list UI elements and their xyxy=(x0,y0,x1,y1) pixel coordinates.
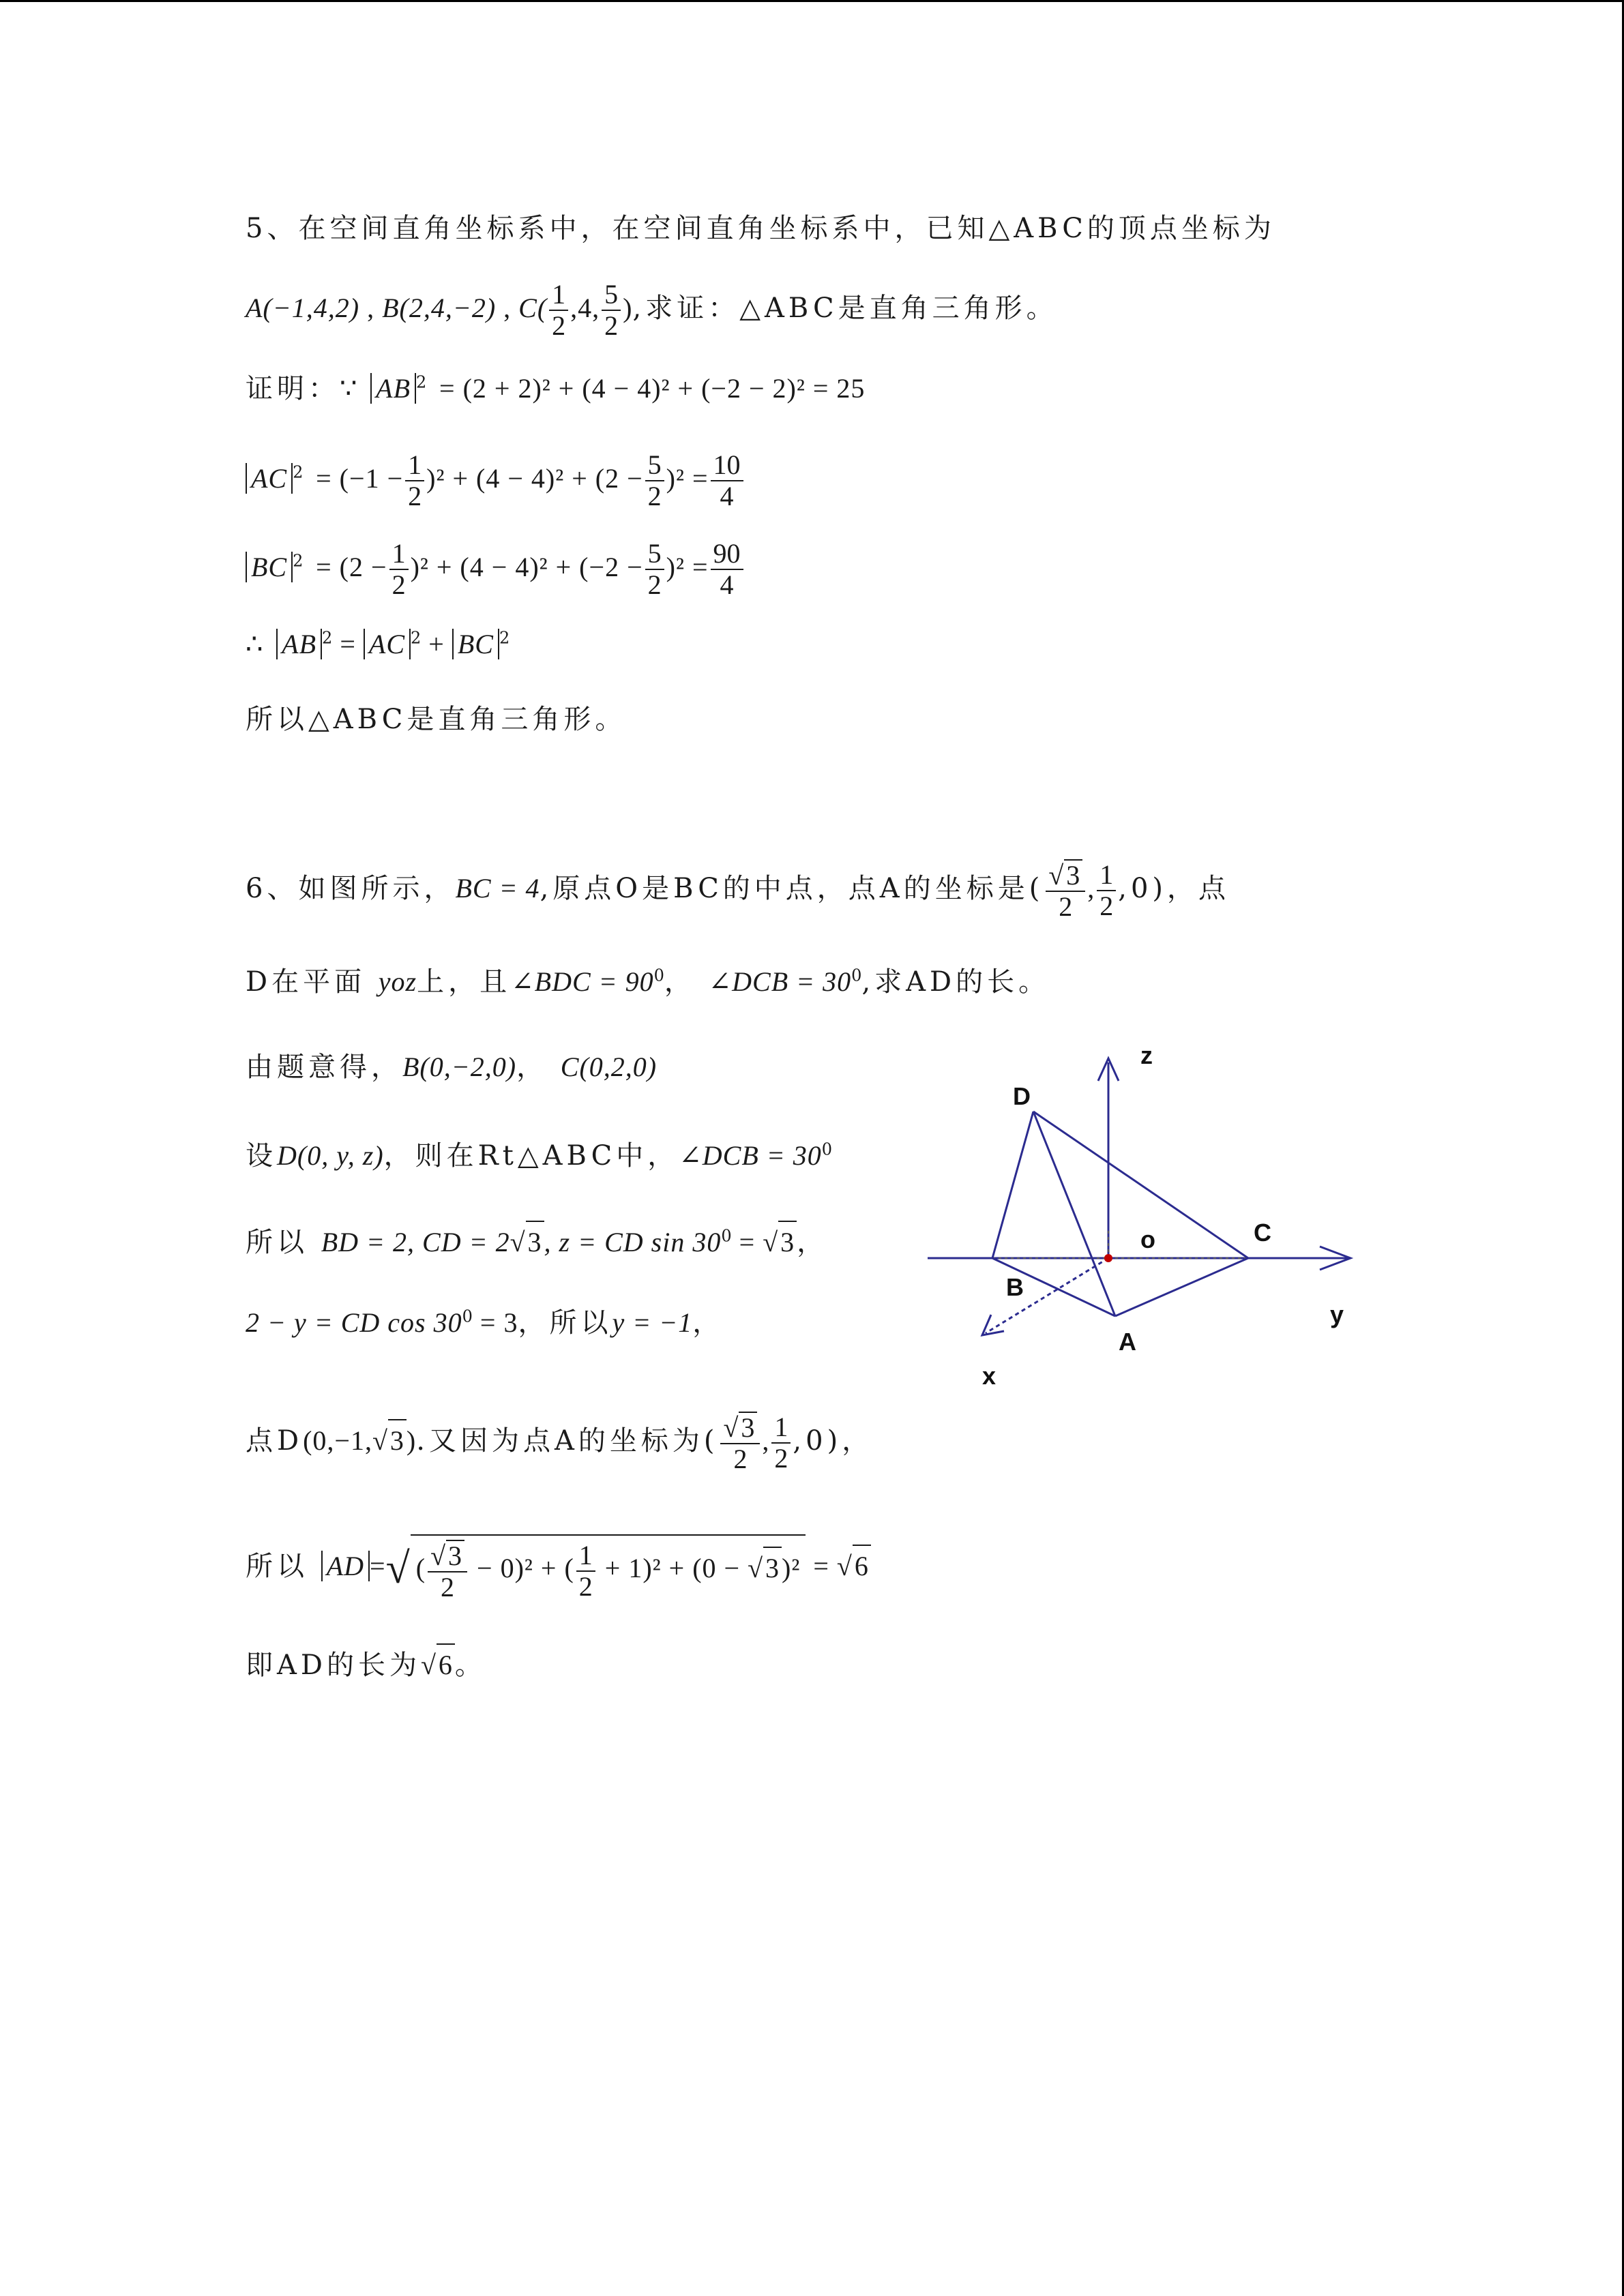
p5-five-half-frac: $\frac{5}{2}$ xyxy=(602,280,621,341)
p5-proof-ac: AC $^2$ = (−1 − $\frac{1}{2}$ )² + (4 − 4)² + (2 − $\frac{5}{2}$ )² = $\frac{10}{4}$ xyxy=(246,450,745,511)
p5-statement-line1: 5、在空间直角坐标系中，在空间直角坐标系中，已知△ABC的顶点坐标为 xyxy=(246,213,1275,244)
page-border-top xyxy=(0,0,1624,2)
edge-CA xyxy=(1115,1258,1248,1316)
p6-solution-line3: 所以 BD = 2, CD = 2√3, z = CD $\sin 30^0 = √3$， xyxy=(246,1221,828,1263)
label-D: D xyxy=(1013,1082,1031,1110)
p6-solution-line5: 点D(0,−1,√3).又因为点A的坐标为( $\frac{√3}{2}$ , $\frac{1}{2}$ ,0)， xyxy=(246,1412,874,1474)
p6-solution-line2: 设D(0, y, z)，则在Rt△ABC中，∠DCB = $30^0$ xyxy=(246,1139,833,1172)
p6-answer: 即AD的长为√6。 xyxy=(246,1643,486,1686)
label-B: B xyxy=(1006,1273,1024,1301)
origin-point xyxy=(1104,1254,1112,1262)
edge-DB xyxy=(992,1112,1033,1258)
label-A: A xyxy=(1119,1328,1136,1356)
p6-statement-line1: 6、如图所示，BC = 4,原点O是BC的中点，点A的坐标是( $\frac{√3}{2}$ , $\frac{1}{2}$ ,0)，点 xyxy=(246,859,1230,922)
label-C: C xyxy=(1254,1219,1271,1247)
x-axis xyxy=(986,1258,1108,1333)
p5-therefore: ∴ AB $^2$ = AC $^2$ + BC $^2$ xyxy=(246,628,510,659)
p6-statement-line2: D在平面 yoz上，且∠BDC = $90^0$， ∠DCB = $30^0$,求AD的长。 xyxy=(246,966,1050,998)
p6-solution-line1: 由题意得，B(0,−2,0)， C(0,2,0) xyxy=(246,1052,658,1083)
label-y: y xyxy=(1330,1300,1344,1328)
geometry-diagram xyxy=(921,1043,1371,1398)
p5-proof-bc: BC $^2$ = (2 − $\frac{1}{2}$ )² + (4 − 4)² + (−2 − $\frac{5}{2}$ )² = $\frac{90}{4}$ xyxy=(246,539,745,600)
p6-solution-line4: 2 − y = CD $\cos 30^0 = 3$，所以y = −1， xyxy=(246,1307,724,1339)
p5-proof-ab: 证明：∵ AB $^2$ = (2 + 2)² + (4 − 4)² + (−2 − 2)² = 25 xyxy=(246,372,866,404)
p5-half-frac: $\frac{1}{2}$ xyxy=(549,280,568,341)
label-z: z xyxy=(1140,1043,1153,1069)
label-x: x xyxy=(982,1362,996,1390)
edge-DA xyxy=(1033,1112,1115,1316)
p5-conclusion: 所以△ABC是直角三角形。 xyxy=(246,704,627,735)
label-o: o xyxy=(1140,1225,1155,1253)
p6-solution-line6: 所以 AD =√ ( $\frac{√3}{2}$ − 0)² + ( $\frac{1}{2}$ + 1)² + (0 − √3)² = √6 xyxy=(246,1534,871,1602)
p5-statement-line2: A(−1,4,2) , B(2,4,−2) , C( $\frac{1}{2}$ ,4, $\frac{5}{2}$ ),求证：△ABC是直角三角形。 xyxy=(246,279,1058,341)
